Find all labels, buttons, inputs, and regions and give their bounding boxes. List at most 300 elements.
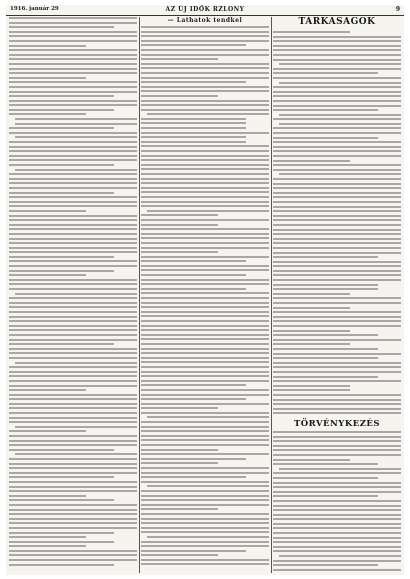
- text-line: [9, 509, 137, 511]
- text-line: [9, 550, 137, 552]
- text-line: [273, 36, 401, 38]
- text-line: [141, 531, 269, 533]
- text-line: [273, 210, 401, 212]
- text-line: [9, 247, 137, 249]
- text-line: [9, 440, 137, 442]
- text-line: [141, 187, 269, 189]
- text-line: [273, 164, 401, 166]
- text-line: [141, 81, 246, 83]
- text-line: [273, 183, 401, 185]
- text-line: [141, 150, 269, 152]
- text-line: [273, 440, 401, 442]
- text-line: [273, 482, 401, 484]
- text-line: [273, 141, 401, 143]
- text-line: [9, 403, 137, 405]
- text-line: [9, 407, 137, 409]
- text-line: [9, 302, 137, 304]
- text-line: [273, 265, 401, 267]
- text-line: [9, 256, 114, 258]
- text-line: [9, 91, 137, 93]
- text-line: [9, 385, 137, 387]
- text-line: [141, 100, 269, 102]
- text-line: [141, 168, 269, 170]
- text-line: [273, 325, 401, 327]
- text-line: [273, 127, 401, 129]
- text-line: [141, 490, 269, 492]
- text-line: [273, 146, 401, 148]
- text-line: [141, 72, 269, 74]
- text-line: [9, 260, 137, 262]
- text-line: [9, 95, 114, 97]
- newspaper-page: [6, 5, 404, 575]
- text-line: [141, 201, 269, 203]
- text-line: [273, 293, 350, 295]
- text-line: [273, 380, 401, 382]
- text-line: [279, 468, 401, 470]
- text-line: [9, 371, 137, 373]
- text-line: [9, 215, 137, 217]
- text-line: [9, 141, 137, 143]
- text-line: [273, 495, 378, 497]
- text-line: [9, 449, 114, 451]
- article-text: [273, 431, 401, 573]
- text-line: [273, 242, 401, 244]
- text-line: [273, 403, 401, 405]
- text-line: [9, 375, 137, 377]
- text-line: [141, 439, 269, 441]
- text-line: [15, 293, 137, 295]
- text-line: [9, 26, 114, 28]
- text-line: [141, 297, 269, 299]
- text-line: [9, 325, 137, 327]
- text-line: [141, 357, 269, 359]
- text-line: [9, 504, 137, 506]
- text-line: [9, 297, 137, 299]
- text-line: [9, 201, 137, 203]
- text-line: [141, 513, 269, 515]
- text-line: [141, 430, 269, 432]
- text-line: [9, 554, 137, 556]
- text-line: [273, 343, 350, 345]
- text-line: [9, 518, 137, 520]
- column-middle: [141, 17, 269, 573]
- text-line: [141, 481, 269, 483]
- text-line: [9, 513, 137, 515]
- text-line: [141, 288, 246, 290]
- text-line: [273, 454, 401, 456]
- text-line: [141, 320, 269, 322]
- text-line: [273, 436, 401, 438]
- text-line: [9, 444, 137, 446]
- text-line: [141, 173, 269, 175]
- text-line: [147, 536, 269, 538]
- text-line: [9, 389, 86, 391]
- text-line: [141, 453, 269, 455]
- text-line: [141, 118, 246, 120]
- text-line: [273, 252, 401, 254]
- text-line: [273, 187, 401, 189]
- text-line: [141, 541, 269, 543]
- text-line: [141, 361, 269, 363]
- section-heading: TARKASAGOK: [298, 17, 376, 27]
- text-line: [273, 192, 401, 194]
- text-line: [141, 228, 269, 230]
- text-line: [273, 500, 401, 502]
- text-line: [9, 178, 137, 180]
- text-line: [273, 509, 401, 511]
- column-divider: [139, 17, 140, 573]
- text-line: [141, 279, 269, 281]
- text-line: [273, 206, 401, 208]
- column-divider: [271, 17, 272, 573]
- text-line: [273, 550, 401, 552]
- text-line: [141, 95, 218, 97]
- text-line: [141, 26, 269, 28]
- text-line: [141, 518, 269, 520]
- article-text: [141, 26, 269, 568]
- text-line: [141, 467, 269, 469]
- text-line: [273, 196, 401, 198]
- text-line: [273, 472, 401, 474]
- text-line: [273, 366, 401, 368]
- text-line: [273, 491, 401, 493]
- text-line: [9, 164, 114, 166]
- article-text: [9, 17, 137, 568]
- text-line: [141, 371, 269, 373]
- text-line: [9, 77, 86, 79]
- text-line: [15, 118, 137, 120]
- text-line: [9, 311, 137, 313]
- text-line: [273, 219, 401, 221]
- text-line: [273, 270, 401, 272]
- text-line: [9, 68, 137, 70]
- text-line: [273, 150, 401, 152]
- text-line: [273, 357, 378, 359]
- text-line: [15, 169, 137, 171]
- text-line: [9, 127, 114, 129]
- text-line: [273, 514, 401, 516]
- section-heading: TÖRVÉNYKEZÉS: [293, 419, 381, 429]
- text-line: [141, 407, 218, 409]
- text-line: [141, 58, 218, 60]
- text-line: [9, 155, 137, 157]
- text-line: [141, 182, 269, 184]
- text-line: [273, 238, 401, 240]
- text-line: [9, 522, 137, 524]
- text-line: [273, 288, 378, 290]
- text-line: [9, 490, 137, 492]
- text-line: [141, 458, 246, 460]
- text-line: [141, 302, 269, 304]
- text-line: [9, 288, 137, 290]
- text-line: [9, 54, 137, 56]
- text-line: [141, 559, 269, 561]
- text-line: [141, 334, 269, 336]
- text-line: [273, 412, 401, 414]
- text-line: [273, 311, 401, 313]
- text-line: [9, 545, 86, 547]
- text-line: [141, 292, 269, 294]
- text-line: [9, 421, 137, 423]
- text-line: [141, 311, 269, 313]
- text-line: [141, 375, 269, 377]
- text-line: [273, 95, 401, 97]
- text-line: [9, 380, 137, 382]
- text-line: [273, 431, 401, 433]
- text-line: [141, 412, 269, 414]
- text-line: [273, 45, 401, 47]
- text-line: [273, 348, 378, 350]
- text-line: [9, 187, 137, 189]
- text-line: [9, 210, 86, 212]
- text-line: [273, 256, 378, 258]
- text-line: [9, 334, 137, 336]
- text-line: [9, 132, 137, 134]
- text-line: [9, 274, 86, 276]
- text-line: [273, 394, 401, 396]
- text-line: [273, 505, 401, 507]
- text-line: [273, 527, 401, 529]
- text-line: [273, 49, 401, 51]
- text-line: [141, 352, 269, 354]
- text-line: [141, 77, 269, 79]
- text-line: [141, 141, 246, 143]
- text-line: [9, 316, 137, 318]
- text-line: [141, 499, 269, 501]
- text-line: [9, 104, 137, 106]
- header-title: AZ ÚJ IDŐK RZLONY: [165, 6, 245, 13]
- text-line: [9, 159, 137, 161]
- text-line: [9, 17, 137, 19]
- text-line: [15, 362, 137, 364]
- text-line: [9, 86, 137, 88]
- text-line: [273, 155, 401, 157]
- text-line: [9, 35, 137, 37]
- text-line: [141, 384, 246, 386]
- text-line: [273, 389, 350, 391]
- text-line: [141, 449, 218, 451]
- text-line: [15, 426, 137, 428]
- text-line: [9, 182, 137, 184]
- article-text: [273, 31, 401, 417]
- text-line: [9, 541, 114, 543]
- text-line: [141, 380, 269, 382]
- text-line: [9, 192, 114, 194]
- text-line: [141, 394, 269, 396]
- text-line: [147, 210, 269, 212]
- text-line: [273, 518, 401, 520]
- text-line: [141, 54, 269, 56]
- text-line: [273, 320, 401, 322]
- text-line: [141, 550, 246, 552]
- text-line: [9, 49, 137, 51]
- text-line: [141, 403, 269, 405]
- text-line: [9, 219, 137, 221]
- text-line: [273, 247, 401, 249]
- text-line: [141, 219, 269, 221]
- text-line: [141, 435, 269, 437]
- text-line: [9, 40, 137, 42]
- text-line: [141, 329, 269, 331]
- text-line: [9, 472, 137, 474]
- text-line: [141, 343, 269, 345]
- text-line: [9, 527, 137, 529]
- text-line: [273, 77, 401, 79]
- text-line: [141, 260, 246, 262]
- text-line: [141, 205, 269, 207]
- text-line: [273, 445, 401, 447]
- text-line: [9, 233, 137, 235]
- text-line: [9, 495, 86, 497]
- text-line: [141, 159, 269, 161]
- text-line: [9, 224, 137, 226]
- text-line: [141, 545, 269, 547]
- text-line: [273, 274, 401, 276]
- text-line: [279, 82, 401, 84]
- text-line: [141, 269, 269, 271]
- text-line: [273, 105, 401, 107]
- text-line: [273, 560, 401, 562]
- text-line: [273, 459, 350, 461]
- text-line: [9, 146, 137, 148]
- text-line: [273, 72, 378, 74]
- text-line: [273, 132, 401, 134]
- text-line: [9, 150, 137, 152]
- text-line: [141, 214, 218, 216]
- text-line: [9, 72, 137, 74]
- text-line: [9, 329, 137, 331]
- text-line: [141, 563, 269, 565]
- text-line: [279, 173, 401, 175]
- text-line: [9, 45, 86, 47]
- text-line: [141, 136, 246, 138]
- text-line: [9, 564, 114, 566]
- text-line: [9, 366, 137, 368]
- text-line: [273, 54, 401, 56]
- text-line: [141, 398, 246, 400]
- text-line: [9, 394, 137, 396]
- text-line: [141, 40, 269, 42]
- column-right: [273, 17, 401, 573]
- text-line: [273, 546, 401, 548]
- text-line: [273, 109, 378, 111]
- text-line: [9, 430, 86, 432]
- text-line: [9, 463, 137, 465]
- text-line: [279, 555, 401, 557]
- text-line: [9, 339, 137, 341]
- text-line: [141, 233, 269, 235]
- text-line: [141, 522, 269, 524]
- text-line: [141, 35, 269, 37]
- text-line: [141, 127, 246, 129]
- text-line: [9, 173, 137, 175]
- text-line: [141, 224, 218, 226]
- text-line: [273, 376, 378, 378]
- text-line: [273, 91, 401, 93]
- text-line: [15, 123, 137, 125]
- text-line: [141, 109, 269, 111]
- text-line: [9, 113, 86, 115]
- text-line: [273, 371, 401, 373]
- text-line: [9, 279, 137, 281]
- text-line: [15, 136, 137, 138]
- text-line: [273, 40, 401, 42]
- text-line: [9, 100, 137, 102]
- text-line: [141, 256, 269, 258]
- text-line: [9, 532, 114, 534]
- text-line: [9, 22, 137, 24]
- text-line: [9, 31, 137, 33]
- text-line: [141, 472, 269, 474]
- text-line: [9, 205, 137, 207]
- text-line: [141, 63, 269, 65]
- text-line: [9, 306, 137, 308]
- text-line: [9, 270, 114, 272]
- text-line: [141, 426, 269, 428]
- text-line: [273, 532, 401, 534]
- text-line: [9, 320, 137, 322]
- text-line: [141, 31, 269, 33]
- text-line: [141, 164, 269, 166]
- text-line: [147, 485, 269, 487]
- text-line: [273, 201, 401, 203]
- text-line: [273, 160, 350, 162]
- text-line: [9, 228, 137, 230]
- text-line: [9, 435, 137, 437]
- text-line: [141, 242, 269, 244]
- text-line: [9, 486, 137, 488]
- text-line: [273, 486, 401, 488]
- text-line: [141, 462, 218, 464]
- text-line: [141, 90, 269, 92]
- column-left: [9, 17, 137, 573]
- text-line: [273, 523, 401, 525]
- text-line: [273, 137, 378, 139]
- text-line: [9, 81, 137, 83]
- text-line: [273, 31, 350, 33]
- text-line: [9, 265, 137, 267]
- text-line: [273, 316, 401, 318]
- text-line: [141, 348, 269, 350]
- text-line: [9, 109, 114, 111]
- text-line: [273, 68, 401, 70]
- text-line: [141, 67, 269, 69]
- text-line: [273, 339, 401, 341]
- text-line: [273, 564, 378, 566]
- text-line: [15, 453, 137, 455]
- text-line: [141, 237, 269, 239]
- text-line: [273, 307, 350, 309]
- text-line: [279, 114, 401, 116]
- text-line: [9, 481, 137, 483]
- text-line: [273, 399, 401, 401]
- text-line: [9, 251, 137, 253]
- header-page-number: 9: [395, 6, 400, 13]
- text-line: [141, 389, 269, 391]
- text-line: [141, 247, 269, 249]
- text-line: [141, 315, 269, 317]
- text-line: [273, 330, 350, 332]
- text-line: [273, 169, 401, 171]
- text-line: [141, 122, 246, 124]
- text-line: [273, 279, 401, 281]
- text-line: [279, 123, 401, 125]
- text-line: [9, 348, 137, 350]
- text-line: [147, 416, 269, 418]
- text-line: [273, 463, 378, 465]
- text-line: [273, 224, 401, 226]
- text-line: [141, 476, 246, 478]
